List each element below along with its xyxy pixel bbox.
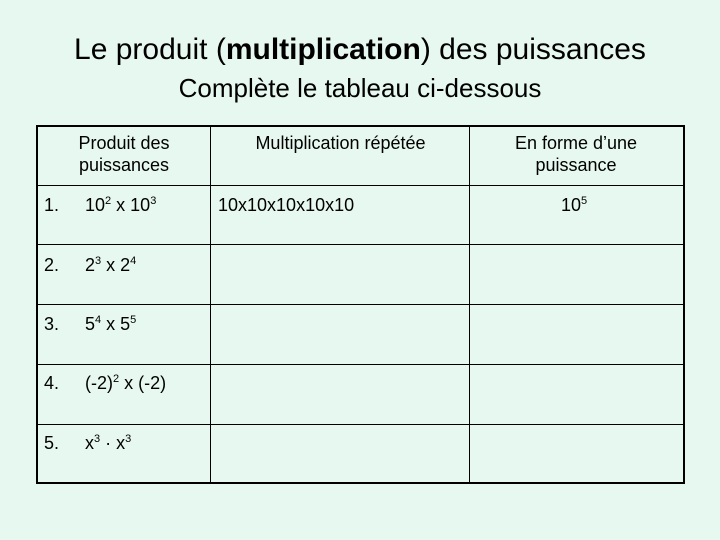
row-2-product: $2^3$ x $2^4$	[85, 255, 137, 275]
title-text-before: Le produit (	[74, 33, 226, 66]
row-4-product: $(-2)^2$ x (-2)	[85, 373, 167, 393]
row-1-number: 1.	[44, 195, 60, 215]
title-text-bold: multiplication	[225, 33, 421, 66]
header-en-forme-puissance: En forme d’une puissance	[514, 133, 638, 175]
page-subtitle: Complète le tableau ci-dessous	[178, 73, 542, 103]
row-4-number: 4.	[44, 373, 60, 393]
row-5-number: 5.	[44, 433, 60, 453]
header-multiplication-repetee: Multiplication répétée	[255, 133, 426, 153]
table-border-top	[36, 125, 685, 127]
row-divider-4	[36, 424, 685, 425]
row-divider-1	[36, 244, 685, 245]
row-divider-2	[36, 304, 685, 305]
row-1-power: $10^5$	[561, 195, 588, 215]
row-divider-3	[36, 364, 685, 365]
title-text-after: ) des puissances	[420, 33, 646, 66]
row-5-product: $x^3 \cdot x^3$	[85, 433, 132, 453]
row-3-product: $5^4$ x $5^5$	[85, 314, 137, 334]
row-2-number: 2.	[44, 255, 60, 275]
row-1-repeated: 10x10x10x10x10	[218, 195, 355, 215]
row-divider-header	[36, 185, 685, 186]
row-1-product: $10^2$ x $10^3$	[85, 195, 157, 215]
row-3-number: 3.	[44, 314, 60, 334]
header-produit-des-puissances: Produit des puissances	[78, 133, 170, 175]
table-border-bottom	[36, 482, 685, 484]
page-title	[0, 32, 720, 68]
